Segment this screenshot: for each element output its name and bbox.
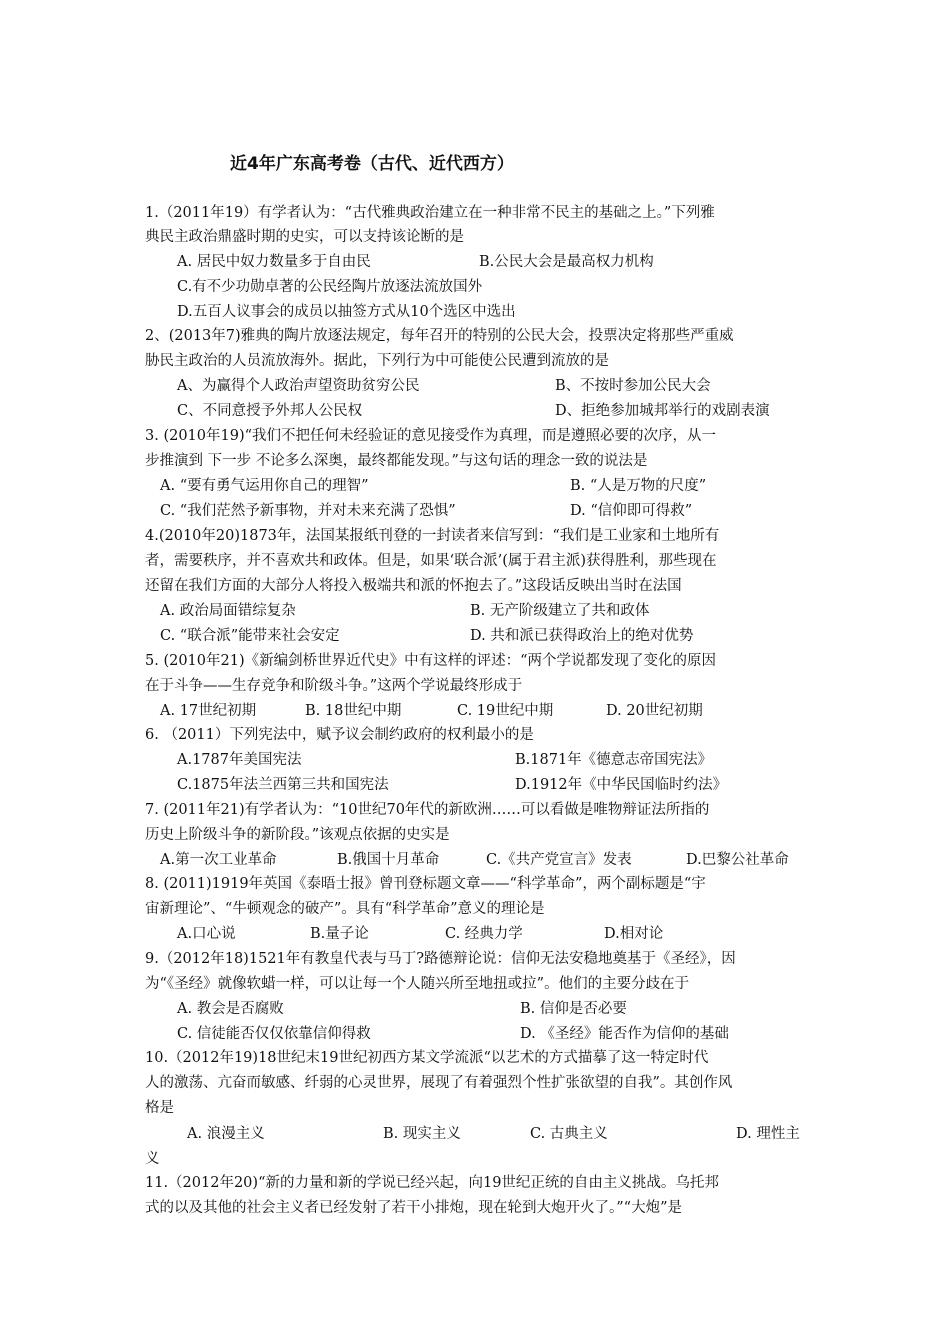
q6-option-b: B.1871年《德意志帝国宪法》 [515,752,713,768]
q10-stem-line-1: 10.（2012年19)18世纪末19世纪初西方某文学流派“以艺术的方式描摹了这一特定时代 [145,1050,709,1066]
q6-stem-line-1: 6. （2011）下列宪法中，赋予议会制约政府的权利最小的是 [145,727,534,743]
q1-option-b: B.公民大会是最高权力机构 [479,254,654,270]
q7-option-c: C.《共产党宣言》发表 [486,852,632,868]
q9-option-b: B. 信仰是否必要 [520,1001,627,1017]
q2-option-d: D、拒绝参加城邦举行的戏剧表演 [555,403,770,419]
q5-stem-line-2: 在于斗争——生存竞争和阶级斗争。”这两个学说最终形成于 [145,678,523,694]
q7-option-a: A.第一次工业革命 [160,852,277,868]
q10-stem-line-2: 人的激荡、亢奋而敏感、纤弱的心灵世界，展现了有着强烈个性扩张欲望的自我”。其创作风 [145,1075,733,1091]
q8-stem-line-1: 8. (2011)1919年英国《泰晤士报》曾刊登标题文章——“科学革命”，两个副标题是“宇 [145,876,706,892]
q6-option-a: A.1787年美国宪法 [177,752,302,768]
q4-stem-line-1: 4.(2010年20)1873年，法国某报纸刊登的一封读者来信写到：“我们是工业家和土地所有 [145,528,720,544]
q1-option-a: A. 居民中奴力数量多于自由民 [177,254,371,270]
q2-option-c: C、不同意授予外邦人公民权 [177,403,363,419]
q2-option-a: A、为赢得个人政治声望资助贫穷公民 [177,378,420,394]
q5-stem-line-1: 5. (2010年21)《新编剑桥世界近代史》中有这样的评述：“两个学说都发现了变化的原因 [145,653,717,669]
q4-option-d: D. 共和派已获得政治上的绝对优势 [470,628,694,644]
q1-stem-line-2: 典民主政治鼎盛时期的史实，可以支持该论断的是 [145,229,464,245]
q7-option-d: D.巴黎公社革命 [686,852,789,868]
q10-option-d: D. 理性主 [736,1126,800,1142]
q5-option-b: B. 18世纪中期 [305,703,402,719]
q9-stem-line-2: 为“《圣经》就像软蜡一样，可以让每一个人随兴所至地扭或拉”。他们的主要分歧在于 [145,976,690,992]
q9-stem-line-1: 9.（2012年18)1521年有教皇代表与马丁?路德辩论说：信仰无法安稳地奠基于《圣经》，因 [145,951,736,967]
q1-stem-line-1: 1.（2011年19）有学者认为：“古代雅典政治建立在一种非常不民主的基础之上。”下列雅 [145,205,715,221]
q8-option-a: A.口心说 [177,926,236,942]
q5-option-c: C. 19世纪中期 [457,703,554,719]
q2-option-b: B、不按时参加公民大会 [555,378,711,394]
q3-stem-line-1: 3. (2010年19)“我们不把任何未经验证的意见接受作为真理，而是遵照必要的次序，从一 [145,428,717,444]
q10-option-a: A. 浪漫主义 [187,1126,265,1142]
q1-option-d: D.五百人议事会的成员以抽签方式从10个选区中选出 [177,304,516,320]
q3-option-b: B. “人是万物的尺度” [570,478,707,494]
q6-option-d: D.1912年《中华民国临时约法》 [515,777,728,793]
q8-stem-line-2: 宙新理论”、“牛顿观念的破产”。具有“科学革命”意义的理论是 [145,901,545,917]
q2-stem-line-1: 2、(2013年7)雅典的陶片放逐法规定，每年召开的特别的公民大会，投票决定将那些严重威 [145,328,734,344]
q4-option-b: B. 无产阶级建立了共和政体 [470,603,650,619]
q7-option-b: B.俄国十月革命 [337,852,440,868]
q5-option-a: A. 17世纪初期 [160,703,257,719]
q9-option-d: D. 《圣经》能否作为信仰的基础 [520,1026,729,1042]
q10-option-d-wrap: 义 [145,1151,160,1167]
q3-stem-line-2: 步推演到 下一步 不论多么深奥，最终都能发现。”与这句话的理念一致的说法是 [145,453,648,469]
q4-option-a: A. 政治局面错综复杂 [160,603,296,619]
q10-option-b: B. 现实主义 [383,1126,461,1142]
q7-stem-line-2: 历史上阶级斗争的新阶段。”该观点依据的史实是 [145,827,450,843]
q8-option-b: B.量子论 [310,926,369,942]
q9-option-c: C. 信徒能否仅仅依靠信仰得救 [177,1026,371,1042]
q8-option-c: C. 经典力学 [445,926,523,942]
q9-option-a: A. 教会是否腐败 [177,1001,284,1017]
q10-option-c: C. 古典主义 [530,1126,608,1142]
q6-option-c: C.1875年法兰西第三共和国宪法 [177,777,389,793]
q8-option-d: D.相对论 [604,926,664,942]
q3-option-c: C. “我们茫然予新事物，并对未来充满了恐惧” [160,503,456,519]
q3-option-d: D. “信仰即可得救” [570,503,693,519]
q11-stem-line-2: 式的以及其他的社会主义者已经发射了若干小排炮，现在轮到大炮开火了。”“大炮”是 [145,1200,682,1216]
q2-stem-line-2: 胁民主政治的人员流放海外。据此，下列行为中可能使公民遭到流放的是 [145,353,609,369]
q10-stem-line-3: 格是 [145,1100,174,1116]
q11-stem-line-1: 11.（2012年20)“新的力量和新的学说已经兴起，向19世纪正统的自由主义挑战。乌托邦 [145,1175,719,1191]
q4-stem-line-3: 还留在我们方面的大部分人将投入极端共和派的怀抱去了。”这段话反映出当时在法国 [145,578,682,594]
q5-option-d: D. 20世纪初期 [606,703,703,719]
q1-option-c: C.有不少功勋卓著的公民经陶片放逐法流放国外 [177,279,483,295]
q4-stem-line-2: 者，需要秩序，并不喜欢共和政体。但是，如果‘联合派’(属于君主派)获得胜利，那些现在 [145,553,717,569]
q4-option-c: C. “联合派”能带来社会安定 [160,628,340,644]
page-title: 近4年广东高考卷（古代、近代西方） [230,154,514,174]
q7-stem-line-1: 7. (2011年21)有学者认为：“10世纪70年代的新欧洲……可以看做是唯物辩证法所指的 [145,802,710,818]
q3-option-a: A. “要有勇气运用你自己的理智” [160,478,369,494]
